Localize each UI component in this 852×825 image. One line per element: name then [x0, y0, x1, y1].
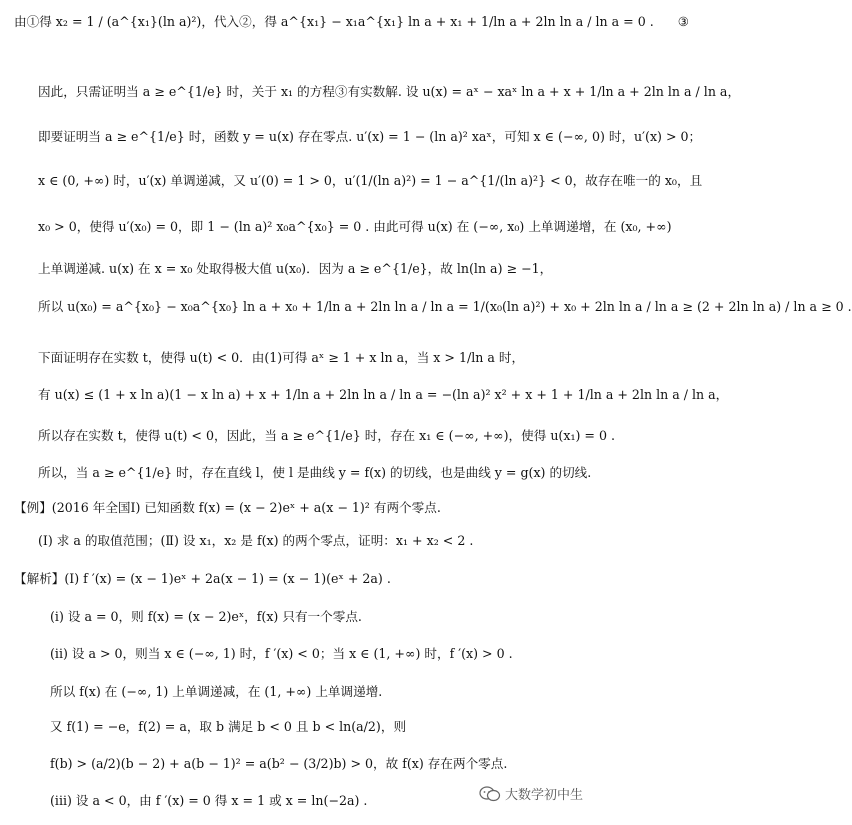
text-line-11: 所以，当 a ≥ e^{1/e} 时，存在直线 l，使 l 是曲线 y = f(x) 的切线，也是曲线 y = g(x) 的切线. — [38, 465, 592, 480]
text-line-9: 有 u(x) ≤ (1 + x ln a)(1 − x ln a) + x + 1/ln a + 2ln ln a / ln a = −(ln a)² x² + x + 1 + 1/ln a + 2ln ln a / ln a， — [38, 387, 729, 402]
watermark — [475, 782, 589, 805]
case-i-line: (i) 设 a = 0，则 f(x) = (x − 2)eˣ，f(x) 只有一个零点. — [50, 609, 362, 624]
example-question: (Ⅰ) 求 a 的取值范围；(Ⅱ) 设 x₁，x₂ 是 f(x) 的两个零点，证明：x₁ + x₂ < 2 . — [38, 533, 474, 548]
text-line-5: x₀ > 0，使得 u′(x₀) = 0，即 1 − (ln a)² x₀a^{x₀} = 0 . 由此可得 u(x) 在 (−∞, x₀) 上单调递增，在 (x₀, +∞) — [38, 219, 672, 234]
text-line-4: x ∈ (0, +∞) 时，u′(x) 单调递减，又 u′(0) = 1 > 0，u′(1/(ln a)²) = 1 − a^{1/(ln a)²} < 0，故存在唯一的 x₀，且 — [38, 173, 703, 188]
example-heading: 【例】(2016 年全国Ⅰ) 已知函数 f(x) = (x − 2)eˣ + a(x − 1)² 有两个零点. — [14, 500, 441, 515]
solution-heading: 【解析】(Ⅰ) f ′(x) = (x − 1)eˣ + 2a(x − 1) = (x − 1)(eˣ + 2a) . — [14, 571, 391, 586]
choose-b-line: 又 f(1) = −e，f(2) = a，取 b 满足 b < 0 且 b < ln(a/2)，则 — [50, 719, 407, 734]
text-line-10: 所以存在实数 t，使得 u(t) < 0，因此，当 a ≥ e^{1/e} 时，存在 x₁ ∈ (−∞, +∞)，使得 u(x₁) = 0 . — [38, 428, 615, 443]
text-line-6: 上单调递减. u(x) 在 x = x₀ 处取得极大值 u(x₀)．因为 a ≥ e^{1/e}，故 ln(ln a) ≥ −1， — [38, 261, 553, 276]
case-ii-line: (ii) 设 a > 0，则当 x ∈ (−∞, 1) 时，f ′(x) < 0；当 x ∈ (1, +∞) 时，f ′(x) > 0 . — [50, 646, 513, 661]
equation-number: ③ — [677, 14, 690, 29]
monotonic-line: 所以 f(x) 在 (−∞, 1) 上单调递减，在 (1, +∞) 上单调递增. — [50, 684, 383, 699]
inequality-line: f(b) > (a/2)(b − 2) + a(b − 1)² = a(b² − (3/2)b) > 0，故 f(x) 存在两个零点. — [50, 756, 508, 771]
text-line-8: 下面证明存在实数 t，使得 u(t) < 0．由(1)可得 aˣ ≥ 1 + x ln a，当 x > 1/ln a 时， — [38, 350, 525, 365]
watermark-text: 大数学初中生 — [504, 788, 583, 803]
text-line-2: 因此，只需证明当 a ≥ e^{1/e} 时，关于 x₁ 的方程③有实数解. 设 u(x) = aˣ − xaˣ ln a + x + 1/ln a + 2ln ln a / ln a， — [38, 84, 741, 99]
case-iii-line: (iii) 设 a < 0，由 f ′(x) = 0 得 x = 1 或 x = ln(−2a) . — [50, 793, 368, 808]
text-line-7: 所以 u(x₀) = a^{x₀} − x₀a^{x₀} ln a + x₀ + 1/ln a + 2ln ln a / ln a = 1/(x₀(ln a)²) + x₀ + 2ln ln a / ln a ≥ (2 + 2ln ln a) / ln a ≥ 0 . — [38, 299, 852, 314]
text-line-3: 即要证明当 a ≥ e^{1/e} 时，函数 y = u(x) 存在零点. u′(x) = 1 − (ln a)² xaˣ，可知 x ∈ (−∞, 0) 时，u′(x) > 0； — [38, 129, 702, 144]
chat-icon — [479, 785, 501, 803]
text-line-1: 由①得 x₂ = 1 / (a^{x₁}(ln a)²)，代入②，得 a^{x₁} − x₁a^{x₁} ln a + x₁ + 1/ln a + 2ln ln a / ln a = 0 . ③ — [14, 14, 690, 29]
